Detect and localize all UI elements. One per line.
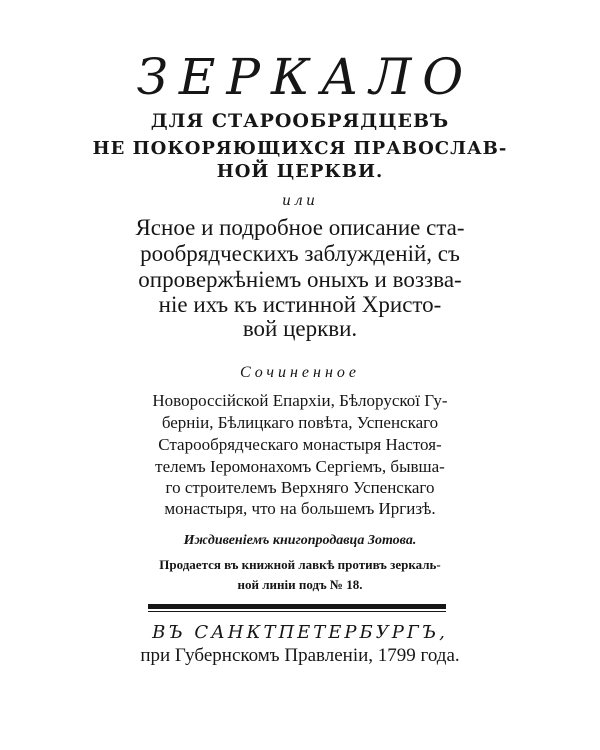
description-line-3: опровержѣніемъ оныхъ и воззва- [138, 267, 462, 292]
divider-rule-thin [148, 611, 446, 612]
description-line-4: ніе ихъ къ истинной Христо- [158, 292, 442, 317]
author-line-3: Старообрядческаго монастыря Настоя- [158, 435, 442, 454]
connector-word: или [282, 193, 318, 209]
imprint-press-year: при Губернскомъ Правленіи, 1799 года. [140, 645, 460, 666]
description-line-5: вой церкви. [242, 316, 358, 341]
sale-line-2: ной линіи подъ № 18. [237, 577, 363, 592]
subtitle-line-1: ДЛЯ СТАРООБРЯДЦЕВЪ [150, 110, 450, 132]
description-line-1: Ясное и подробное описание ста- [135, 215, 465, 240]
subtitle-line-3: НОЙ ЦЕРКВИ. [216, 161, 384, 182]
imprint-city: ВЪ САНКТПЕТЕРБУРГЪ, [152, 622, 448, 643]
sale-line-1: Продается въ книжной лавкѣ противъ зеркаль- [159, 557, 441, 572]
composed-label: Сочиненное [239, 364, 360, 381]
author-line-5: го строителемъ Верхняго Успенскаго [165, 478, 435, 497]
author-line-1: Новороссійской Епархіи, Бѣлорускої Гу- [152, 391, 448, 410]
publisher-line: Иждивеніемъ книгопродавца Зотова. [183, 533, 417, 548]
book-title: ЗЕРКАЛО [136, 48, 475, 106]
description-line-2: рообрядческихъ заблужденій, съ [140, 241, 460, 266]
author-line-4: телемъ Іеромонахомъ Сергіемъ, бывша- [155, 457, 445, 476]
author-line-6: монастыря, что на большемъ Иргизѣ. [164, 499, 436, 518]
author-line-2: берніи, Бѣлицкаго повѣта, Успенскаго [161, 413, 439, 432]
divider-rule-thick [148, 604, 446, 609]
subtitle-line-2: НЕ ПОКОРЯЮЩИХСЯ ПРАВОСЛАВ- [92, 138, 508, 159]
